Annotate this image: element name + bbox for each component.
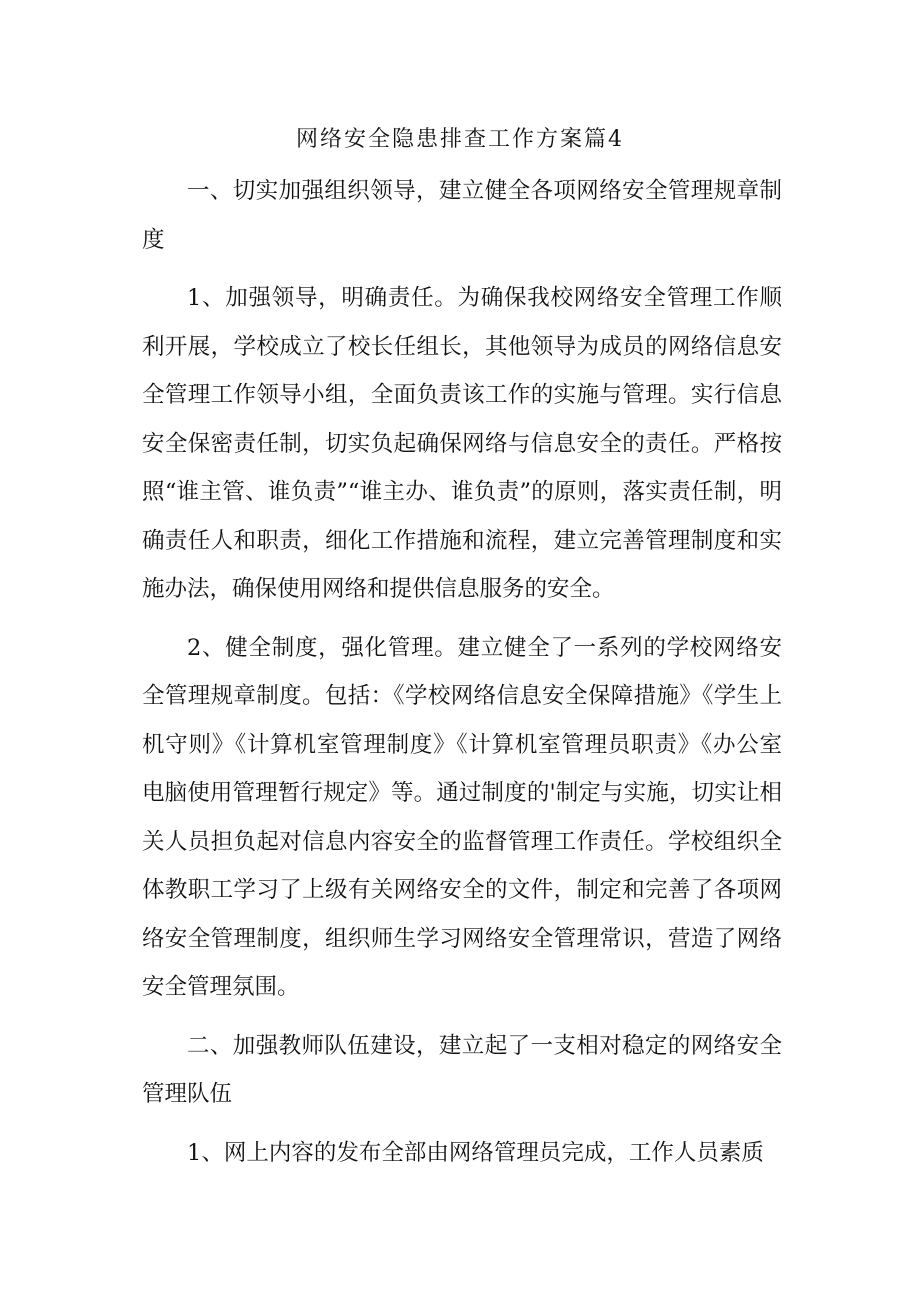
paragraph-section-1-heading: 一、切实加强组织领导，建立健全各项网络安全管理规章制度 (142, 178, 782, 253)
paragraph-leadership: 1、加强领导，明确责任。为确保我校网络安全管理工作顺利开展，学校成立了校长任组长，其他领导为成员的网络信息安全管理工作领导小组，全面负责该工作的实施与管理。实行信息安全保密责任制，切实负起确保网络与信息安全的责任。严格按照“谁主管、谁负责”“谁主办、谁负责”的原则，落实责任制，明确责任人和职责，细化工作措施和流程，建立完善管理制度和实施办法，确保使用网络和提供信息服务的安全。 (142, 285, 782, 602)
paragraph-content-publishing: 1、网上内容的发布全部由网络管理员完成，工作人员素质 (187, 1139, 764, 1166)
document-body (142, 167, 782, 1187)
paragraph-regulations: 2、健全制度，强化管理。建立健全了一系列的学校网络安全管理规章制度。包括：《学校网络信息安全保障措施》《学生上机守则》《计算机室管理制度》《计算机室管理员职责》《办公室电脑使用管理暂行规定》等。通过制度的'制定与实施，切实让相关人员担负起对信息内容安全的监督管理工作责任。学校组织全体教职工学习了上级有关网络安全的文件，制定和完善了各项网络安全管理制度，组织师生学习网络安全管理常识，营造了网络安全管理氛围。 (142, 634, 782, 1000)
paragraph-section-2-heading: 二、加强教师队伍建设，建立起了一支相对稳定的网络安全管理队伍 (142, 1032, 782, 1107)
document-title: 网络安全隐患排查工作方案篇4 (296, 127, 624, 152)
